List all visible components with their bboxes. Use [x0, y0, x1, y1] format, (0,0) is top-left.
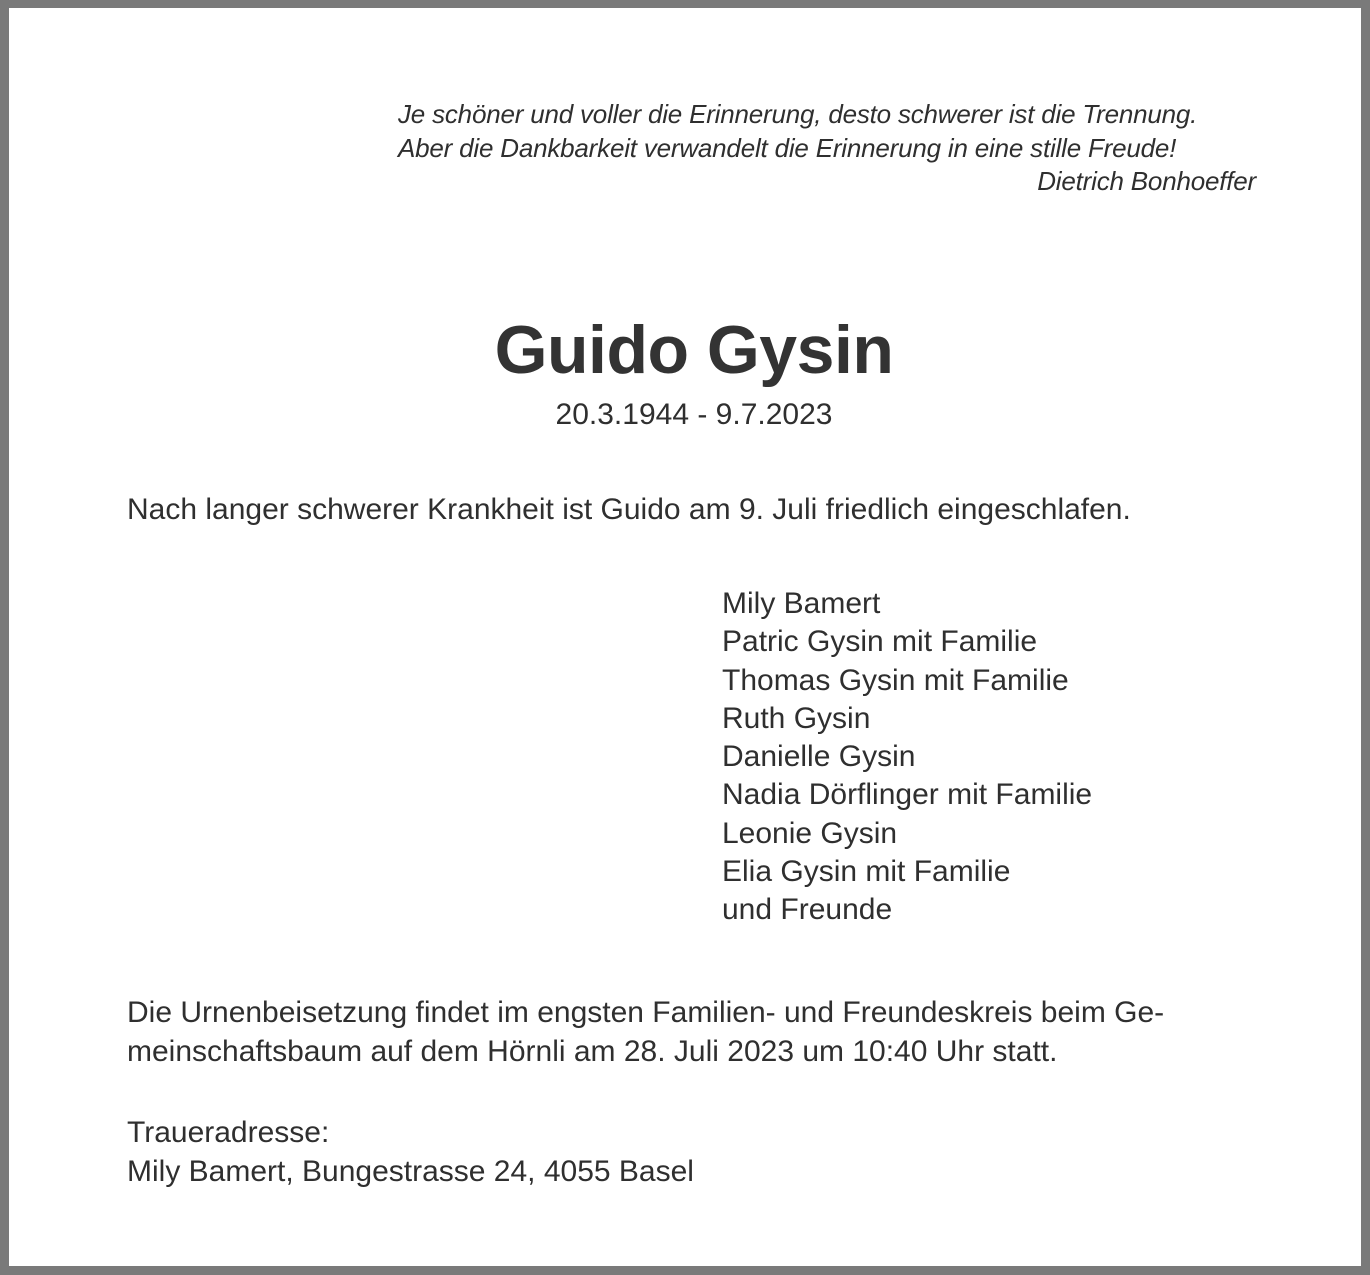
mourner-item: Nadia Dörflinger mit Familie [722, 778, 1093, 812]
death-announcement: Nach langer schwerer Krankheit ist Guido am 9. Juli friedlich eingeschlafen. [127, 493, 1131, 526]
ceremony-line-2: meinschaftsbaum auf dem Hörnli am 28. Juli 2023 um 10:40 Uhr statt. [127, 1034, 1058, 1068]
mourner-item: Danielle Gysin [722, 740, 916, 774]
mourner-item: Patric Gysin mit Familie [722, 625, 1038, 659]
mourner-item: Thomas Gysin mit Familie [722, 663, 1069, 697]
mourner-item: Leonie Gysin [722, 816, 898, 850]
address-value: Mily Bamert, Bungestrasse 24, 4055 Basel [127, 1154, 694, 1188]
life-dates: 20.3.1944 - 9.7.2023 [555, 398, 833, 431]
mourner-item: Ruth Gysin [722, 701, 871, 735]
quote-line-2: Aber die Dankbarkeit verwandelt die Erinnerung in eine stille Freude! [398, 132, 1177, 163]
ceremony-line-1: Die Urnenbeisetzung findet im engsten Familien- und Freundeskreis beim Ge- [127, 996, 1165, 1029]
ceremony-info [127, 994, 1164, 1071]
mourner-item: Elia Gysin mit Familie [722, 855, 1011, 889]
deceased-name: Guido Gysin [494, 312, 894, 388]
address-label: Traueradresse: [127, 1116, 330, 1149]
mourners-list [722, 585, 1092, 930]
quote-author: Dietrich Bonhoeffer [1037, 166, 1256, 196]
mourner-item: und Freunde [722, 893, 893, 927]
mourning-address [127, 1114, 694, 1191]
quote-line-1: Je schöner und voller die Erinnerung, desto schwerer ist die Trennung. [398, 99, 1198, 129]
mourner-item: Mily Bamert [722, 587, 881, 620]
bonhoeffer-quote [398, 98, 1256, 199]
